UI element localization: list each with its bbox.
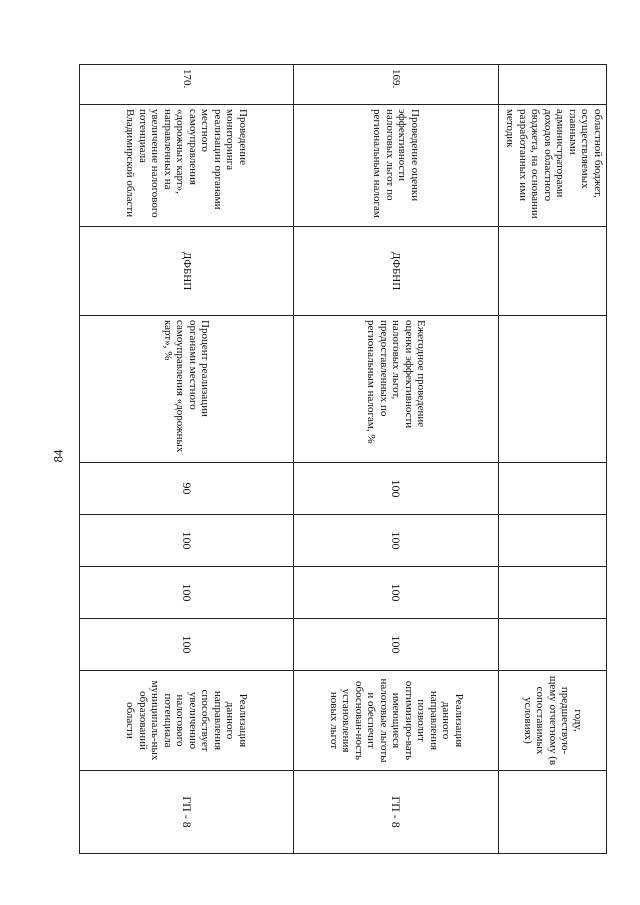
page-number: 84 (50, 449, 66, 463)
table-row (80, 65, 294, 854)
indicator (499, 316, 607, 463)
value-3: 100 (80, 567, 294, 619)
value-2: 100 (80, 515, 294, 567)
value-1: 100 (294, 463, 499, 515)
row-number: 169. (294, 65, 499, 105)
executor: ДФБНП (294, 227, 499, 316)
program-code (499, 771, 607, 854)
value-3 (499, 567, 607, 619)
program-code: ГП - 8 (294, 771, 499, 854)
expected-result: году, предшествую-щему отчетному (в сопоставимых условиях) (499, 671, 607, 771)
table-row (499, 65, 607, 854)
value-3: 100 (294, 567, 499, 619)
executor: ДФБНП (80, 227, 294, 316)
row-number (499, 65, 607, 105)
program-code: ГП - 8 (80, 771, 294, 854)
value-1 (499, 463, 607, 515)
rotated-document-table (80, 64, 607, 853)
table-row (294, 65, 499, 854)
expected-result: Реализация данного направления позволит оптимизиро-вать имеющиеся налоговые льготы и обеспечит обоснован-ность установления новых льгот (294, 671, 499, 771)
measure-name: областной бюджет, осуществляемых главными администраторами доходов областного бюджета, на основании разработанных ими методик (499, 105, 607, 227)
value-1: 90 (80, 463, 294, 515)
value-4: 100 (80, 619, 294, 671)
value-4 (499, 619, 607, 671)
expected-result: Реализация данного направления способствует увеличению налогового потенциала муниципаль-ных образований области (80, 671, 294, 771)
value-2 (499, 515, 607, 567)
executor (499, 227, 607, 316)
indicator: Процент реализации органами местного самоуправления «дорожных карт», % (80, 316, 294, 463)
value-4: 100 (294, 619, 499, 671)
measure-name: Проведение мониторинга реализации органами местного самоуправления «дорожных карт», направленных на увеличение налогового потенциала Владимирской области (80, 105, 294, 227)
indicator: Ежегодное проведение оценки эффективности налоговых льгот, предоставленных по региональным налогам, % (294, 316, 499, 463)
row-number: 170. (80, 65, 294, 105)
measure-name: Проведение оценки эффективности налоговых льгот по региональным налогам (294, 105, 499, 227)
value-2: 100 (294, 515, 499, 567)
measures-table (79, 64, 607, 854)
